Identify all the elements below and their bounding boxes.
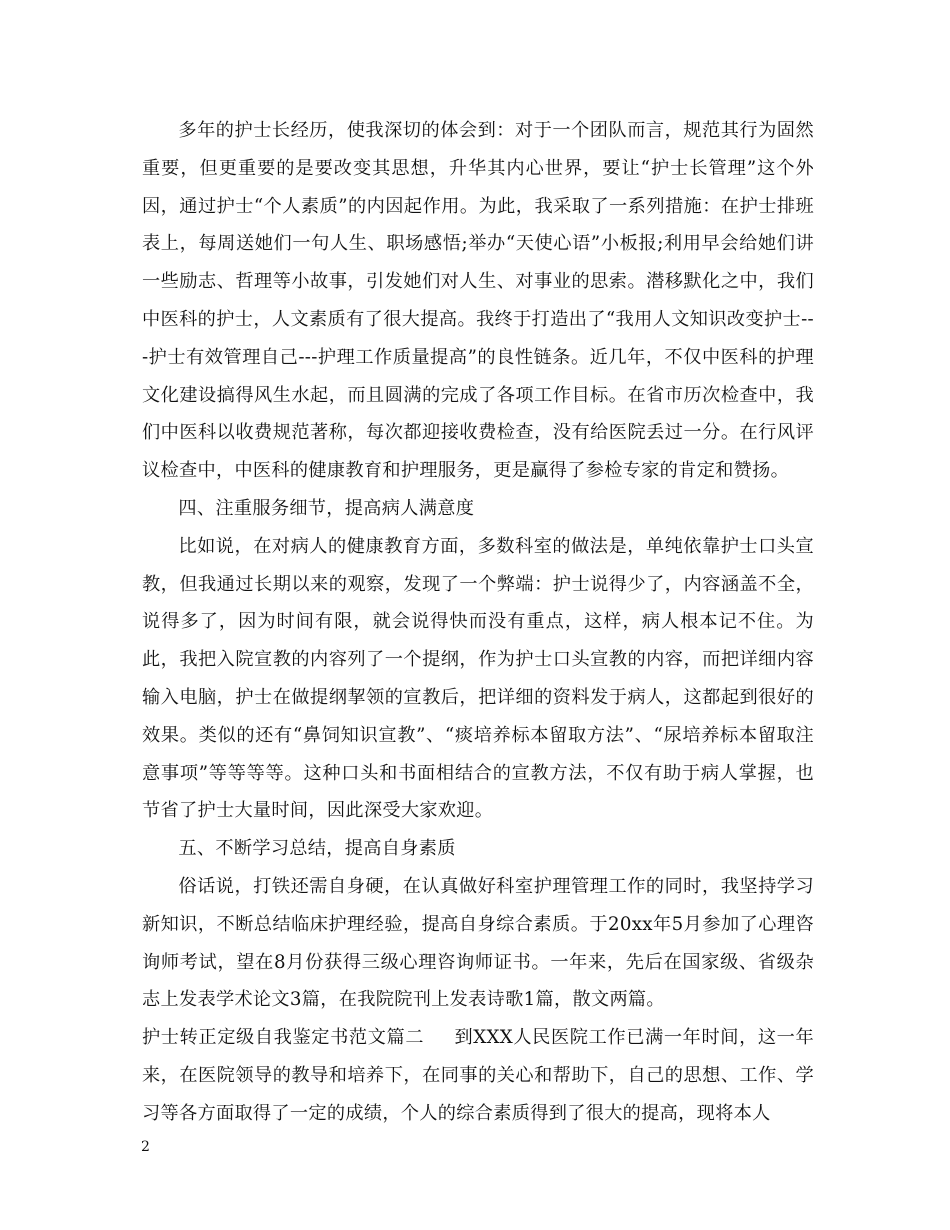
document-body bbox=[142, 112, 814, 1133]
section-heading-service-details: 四、注重服务细节，提高病人满意度 bbox=[178, 497, 475, 519]
page-number: 2 bbox=[141, 1139, 150, 1155]
paragraph-continuous-learning: 俗话说，打铁还需自身硬，在认真做好科室护理管理工作的同时，我坚持学习新知识，不断总结临床护理经验，提高自身综合素质。于20xx年5月参加了心理咨询师考试，望在8月份获得三级心理咨询师证书。一年来，先后在国家级、省级杂志上发表学术论文3篇，在我院院刊上发表诗歌1篇，散文两篇。 bbox=[142, 875, 814, 1011]
paragraph-team-management: 多年的护士长经历，使我深切的体会到：对于一个团队而言，规范其行为固然重要，但更重要的是要改变其思想，升华其内心世界，要让“护士长管理”这个外因，通过护士“个人素质”的内因起作用。为此，我采取了一系列措施：在护士排班表上，每周送她们一句人生、职场感悟;举办“天使心语”小板报;利用早会给她们讲一些励志、哲理等小故事，引发她们对人生、对事业的思索。潜移默化之中，我们中医科的护士，人文素质有了很大提高。我终于打造出了“我用人文知识改变护士---护士有效管理自己---护理工作质量提高”的良性链条。近几年，不仅中医科的护理文化建设搞得风生水起，而且圆满的完成了各项工作目标。在省市历次检查中，我们中医科以收费规范著称，每次都迎接收费检查，没有给医院丢过一分。在行风评议检查中，中医科的健康教育和护理服务，更是赢得了参检专家的肯定和赞扬。 bbox=[142, 120, 814, 482]
essay-title: 护士转正定级自我鉴定书范文篇二 bbox=[142, 1027, 425, 1049]
paragraph-health-education: 比如说，在对病人的健康教育方面，多数科室的做法是，单纯依靠护士口头宣教，但我通过长期以来的观察，发现了一个弊端：护士说得少了，内容涵盖不全，说得多了，因为时间有限，就会说得快而没有重点，这样，病人根本记不住。为此，我把入院宣教的内容列了一个提纲，作为护士口头宣教的内容，而把详细内容输入电脑，护士在做提纲挈领的宣教后，把详细的资料发于病人，这都起到很好的效果。类似的还有“鼻饲知识宣教”、“痰培养标本留取方法”、“尿培养标本留取注意事项”等等等等。这种口头和书面相结合的宣教方法，不仅有助于病人掌握，也节省了护士大量时间，因此深受大家欢迎。 bbox=[142, 535, 814, 822]
essay-opening-text: 到XXX人民医院工作已满一年时间，这一年来，在医院领导的教导和培养下，在同事的关心和帮助下，自己的思想、工作、学习等各方面取得了一定的成绩，个人的综合素质得到了很大的提高，现将本人 bbox=[142, 1027, 814, 1124]
section-heading-self-improvement: 五、不断学习总结，提高自身素质 bbox=[178, 838, 456, 860]
paragraph-essay-two bbox=[142, 1019, 814, 1132]
